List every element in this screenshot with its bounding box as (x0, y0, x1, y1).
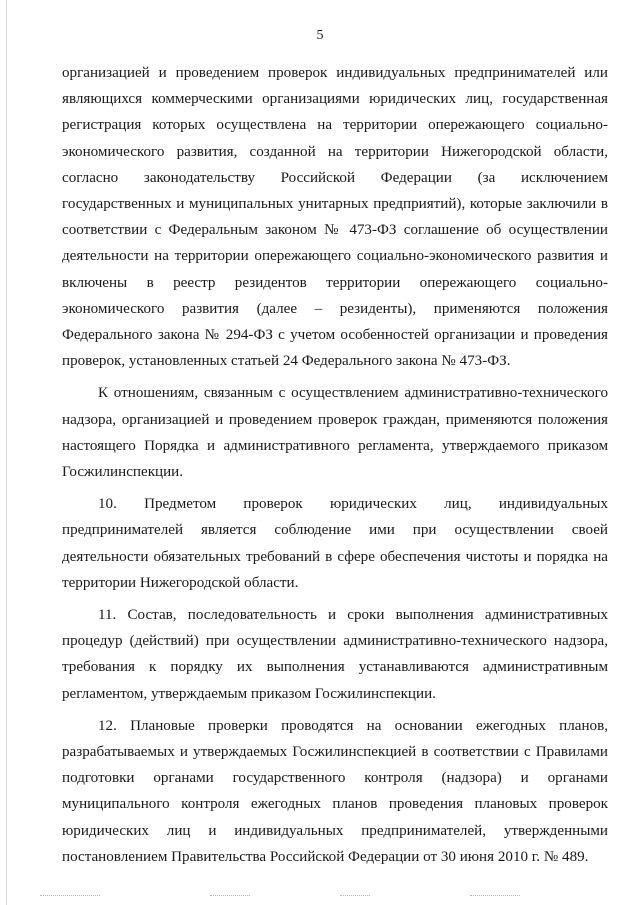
document-body (62, 60, 608, 870)
paragraph-relations-citizens: К отношениям, связанным с осуществлением административно-технического надзора, организацией и проведением проверок граждан, применяются положения настоящего Порядка и административного регламента, утверждаемого приказом Госжилинспекции. (62, 385, 608, 481)
paragraph-10-subject-of-inspections: 10. Предметом проверок юридических лиц, индивидуальных предпринимателей является соблюдение ими при осуществлении своей деятельности обязательных требований в сфере обеспечения чистоты и порядка на территории Нижегородской области. (62, 496, 608, 591)
page-number: 5 (316, 28, 324, 43)
scan-bottom-noise (0, 895, 640, 899)
paragraph-12-planned-inspections: 12. Плановые проверки проводятся на основании ежегодных планов, разрабатываемых и утверждаемых Госжилинспекцией в соответствии с Правилами подготовки органами государственного контроля (надзора) и органами муниципального контроля ежегодных планов проведения плановых проверок юридических лиц и индивидуальных предпринимателей, утвержденными постановлением Правительства Российской Федерации от 30 июня 2010 г. № 489. (62, 717, 608, 865)
paragraph-continuation: организацией и проведением проверок индивидуальных предпринимателей или являющихся коммерческими организациями юридических лиц, государственная регистрация которых осуществлена на территории опережающего социально-экономического развития, созданной на территории Нижегородской области, согласно законодательству Российской Федерации (за исключением государственных и муниципальных унитарных предприятий), которые заключили в соответствии с Федеральным законом № 473-ФЗ соглашение об осуществлении деятельности на территории опережающего социально-экономического развития и включены в реестр резидентов территории опережающего социально-экономического развития (далее – резиденты), применяются положения Федерального закона № 294-ФЗ с учетом особенностей организации и проведения проверок, установленных статьей 24 Федерального закона № 473-ФЗ. (62, 65, 608, 370)
scan-edge (6, 0, 7, 905)
paragraph-11-procedures: 11. Состав, последовательность и сроки выполнения административных процедур (действий) при осуществлении административно-технического надзора, требования к порядку их выполнения устанавливаются административным регламентом, утверждаемым приказом Госжилинспекции. (62, 607, 608, 702)
